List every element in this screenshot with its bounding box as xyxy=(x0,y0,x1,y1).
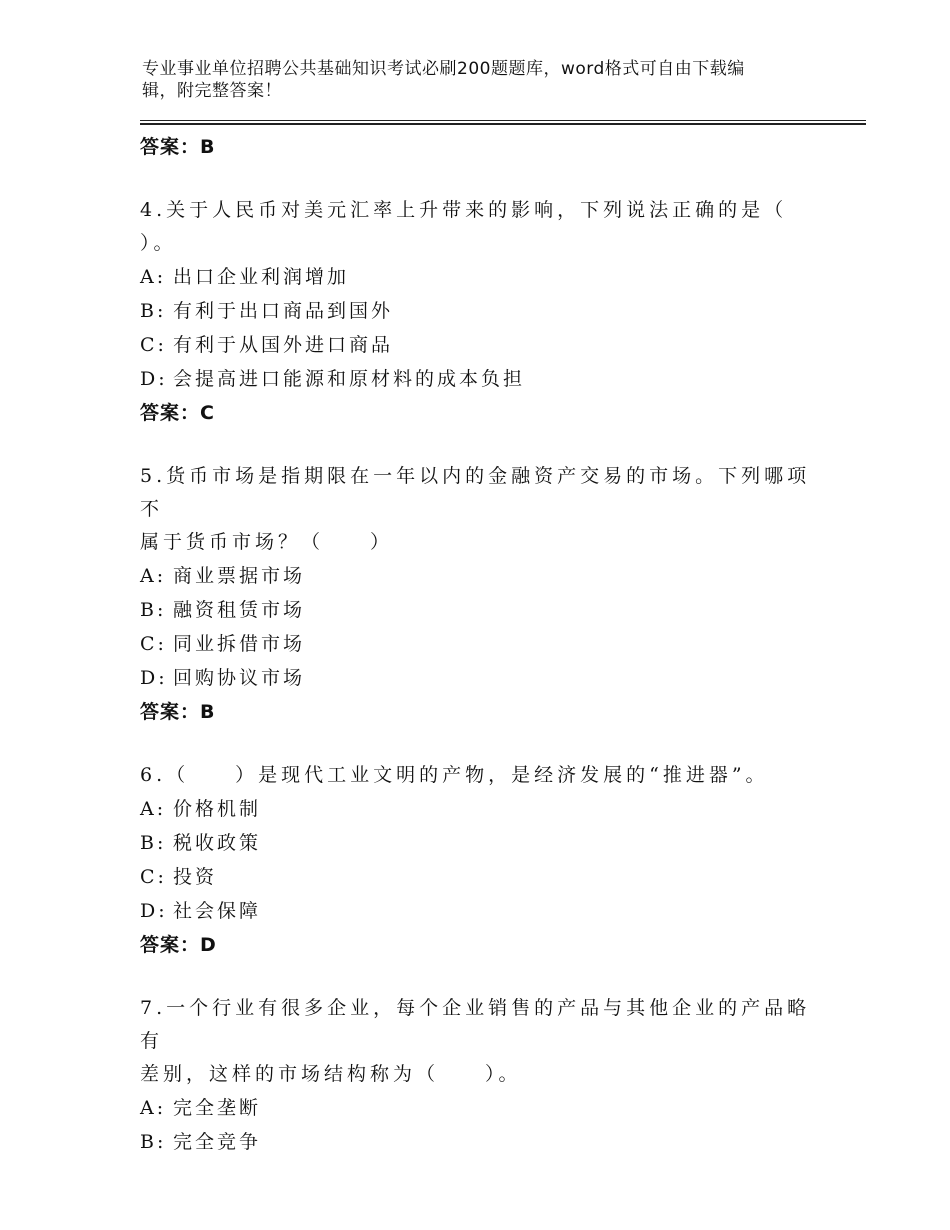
question-stem-continued: 差别，这样的市场结构称为（ ）。 xyxy=(140,1063,522,1085)
option-letter: C: xyxy=(140,334,167,356)
option-text: 完全竞争 xyxy=(173,1131,262,1153)
option-text: 投资 xyxy=(173,866,218,888)
option-text: 社会保障 xyxy=(173,900,262,922)
spacer xyxy=(140,962,820,992)
question-6 xyxy=(140,759,820,962)
question-stem-continued: 属于货币市场？（ ） xyxy=(140,531,394,553)
option-letter: B: xyxy=(140,832,167,854)
option-letter: D: xyxy=(140,368,168,390)
document-body xyxy=(140,128,820,1159)
option-text: 融资租赁市场 xyxy=(173,599,306,621)
option-letter: A: xyxy=(140,798,167,820)
option-a xyxy=(140,792,820,826)
option-b xyxy=(140,593,820,627)
header-divider-thick xyxy=(140,123,866,125)
answer-q3: 答案：B xyxy=(140,136,216,158)
option-text: 出口企业利润增加 xyxy=(173,266,350,288)
option-b xyxy=(140,294,820,328)
option-letter: B: xyxy=(140,300,167,322)
option-text: 完全垄断 xyxy=(173,1097,262,1119)
option-a xyxy=(140,1091,820,1125)
option-text: 有利于从国外进口商品 xyxy=(173,334,394,356)
option-letter: B: xyxy=(140,599,167,621)
option-text: 税收政策 xyxy=(173,832,262,854)
option-letter: B: xyxy=(140,1131,167,1153)
option-letter: D: xyxy=(140,667,168,689)
header-line-2: 辑，附完整答案！ xyxy=(142,81,282,101)
question-stem: 7.一个行业有很多企业，每个企业销售的产品与其他企业的产品略有 xyxy=(140,997,811,1052)
answer-q4: 答案：C xyxy=(140,402,215,424)
option-text: 有利于出口商品到国外 xyxy=(173,300,394,322)
spacer xyxy=(140,430,820,460)
spacer xyxy=(140,164,820,194)
option-text: 商业票据市场 xyxy=(173,565,306,587)
option-b xyxy=(140,1125,820,1159)
answer-q5: 答案：B xyxy=(140,701,216,723)
header-line-1: 专业事业单位招聘公共基础知识考试必刷200题题库，word格式可自由下载编 xyxy=(142,59,745,79)
spacer xyxy=(140,729,820,759)
option-letter: A: xyxy=(140,266,167,288)
option-c xyxy=(140,860,820,894)
option-text: 同业拆借市场 xyxy=(173,633,306,655)
document-header xyxy=(142,58,802,102)
question-stem: 4.关于人民币对美元汇率上升带来的影响，下列说法正确的是（ xyxy=(140,199,788,221)
option-letter: A: xyxy=(140,1097,167,1119)
option-a xyxy=(140,260,820,294)
option-d xyxy=(140,362,820,396)
answer-q6: 答案：D xyxy=(140,934,217,956)
option-d xyxy=(140,661,820,695)
question-stem-continued: ）。 xyxy=(140,232,177,254)
question-stem: 6.（ ）是现代工业文明的产物，是经济发展的“推进器”。 xyxy=(140,764,769,786)
question-5 xyxy=(140,460,820,729)
option-text: 会提高进口能源和原材料的成本负担 xyxy=(173,368,526,390)
option-c xyxy=(140,627,820,661)
option-letter: D: xyxy=(140,900,168,922)
option-b xyxy=(140,826,820,860)
option-letter: C: xyxy=(140,866,167,888)
option-d xyxy=(140,894,820,928)
option-text: 价格机制 xyxy=(173,798,262,820)
option-letter: C: xyxy=(140,633,167,655)
option-c xyxy=(140,328,820,362)
option-letter: A: xyxy=(140,565,167,587)
option-a xyxy=(140,559,820,593)
header-divider-thin xyxy=(140,120,866,121)
option-text: 回购协议市场 xyxy=(173,667,306,689)
question-4 xyxy=(140,194,820,430)
question-7 xyxy=(140,992,820,1159)
question-stem: 5.货币市场是指期限在一年以内的金融资产交易的市场。下列哪项不 xyxy=(140,465,811,520)
